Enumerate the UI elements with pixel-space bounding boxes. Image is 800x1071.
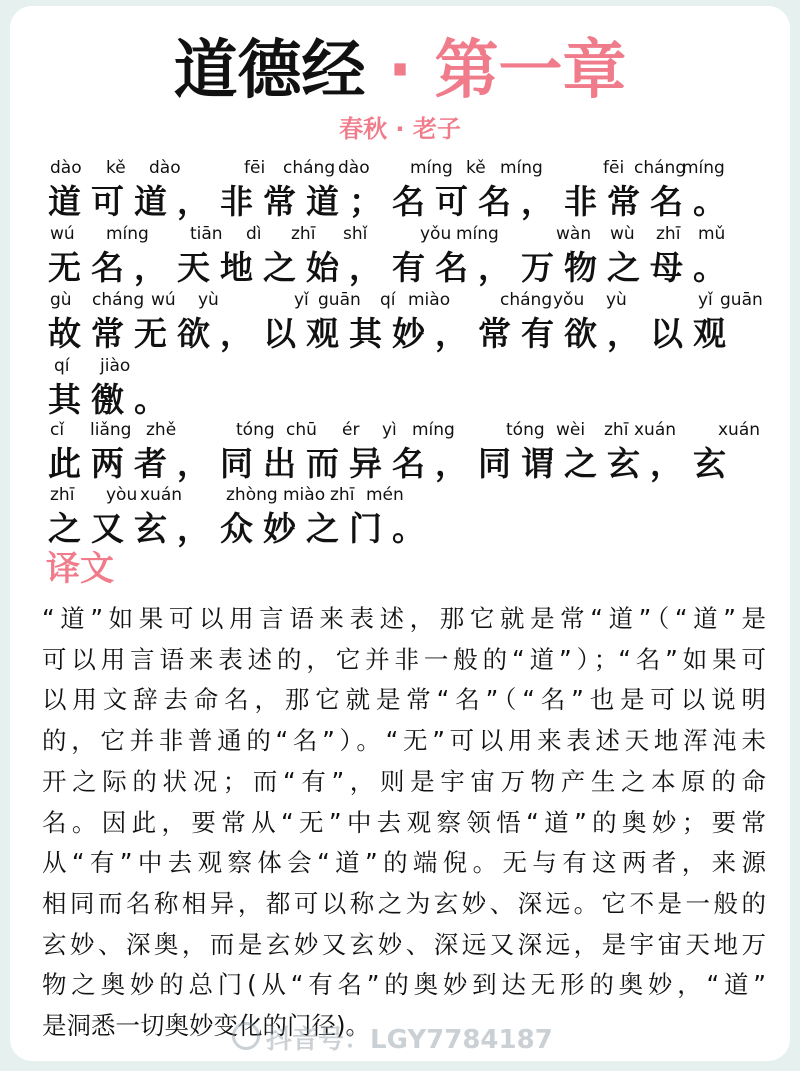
pinyin-syllable: liǎng <box>90 420 132 440</box>
pinyin-syllable: tiān <box>190 224 223 244</box>
pinyin-row <box>48 356 778 380</box>
pinyin-syllable: yì <box>382 420 397 440</box>
pinyin-row <box>48 158 778 182</box>
translation-line: 开之际的状况；而“有”，则是宇宙万物产生之本原的命 <box>42 766 766 796</box>
pinyin-syllable: ér <box>342 420 360 440</box>
verse-text: 道可道，非常道；名可名，非常名。 <box>48 182 736 221</box>
verse-text: 故常无欲，以观其妙，常有欲，以观 <box>48 314 736 353</box>
pinyin-syllable: zhě <box>146 420 177 440</box>
pinyin-syllable: dào <box>50 158 82 178</box>
pinyin-syllable: dào <box>149 158 181 178</box>
douyin-logo-icon <box>232 1022 260 1050</box>
author-line: 春秋 · 老子 <box>339 115 461 143</box>
translation-line: 相同而名称相异，都可以称之为玄妙、深远。它不是一般的 <box>42 888 766 918</box>
pinyin-syllable: wèi <box>556 420 586 440</box>
pinyin-syllable: miào <box>283 485 326 505</box>
pinyin-syllable: zhī <box>604 420 629 440</box>
pinyin-syllable: xuán <box>634 420 677 440</box>
pinyin-syllable: wàn <box>556 224 592 244</box>
pinyin-syllable: cǐ <box>50 420 65 440</box>
verse-line-3 <box>48 290 778 354</box>
verse-line-2 <box>48 224 778 288</box>
verse-line-1 <box>48 158 778 222</box>
pinyin-syllable: chū <box>286 420 317 440</box>
pinyin-syllable: cháng <box>634 158 687 178</box>
pinyin-row <box>48 224 778 248</box>
pinyin-syllable: fēi <box>244 158 266 178</box>
pinyin-syllable: jiào <box>100 356 131 376</box>
title-separator: · <box>365 34 435 108</box>
translation-line: 的，它并非普通的“名”）。“无”可以用来表述天地浑沌未 <box>42 726 766 756</box>
pinyin-syllable: mǔ <box>698 224 726 244</box>
pinyin-syllable: zhī <box>50 485 75 505</box>
pinyin-syllable: yǒu <box>553 290 585 310</box>
pinyin-row <box>48 290 778 314</box>
pinyin-syllable: qí <box>54 356 70 376</box>
pinyin-syllable: wù <box>610 224 635 244</box>
pinyin-syllable: zhòng <box>226 485 278 505</box>
pinyin-syllable: zhī <box>291 224 316 244</box>
pinyin-syllable: dào <box>338 158 370 178</box>
title-book: 道德经 <box>173 34 366 108</box>
pinyin-syllable: tóng <box>506 420 545 440</box>
pinyin-syllable: yǐ <box>294 290 309 310</box>
pinyin-syllable: míng <box>682 158 725 178</box>
pinyin-row <box>48 420 778 444</box>
pinyin-syllable: dì <box>246 224 262 244</box>
pinyin-syllable: guān <box>318 290 361 310</box>
verse-text: 之又玄，众妙之门。 <box>48 509 435 548</box>
pinyin-syllable: cháng <box>283 158 336 178</box>
verse-text: 此两者，同出而异名，同谓之玄，玄 <box>48 444 736 483</box>
pinyin-syllable: yù <box>606 290 627 310</box>
translation-line: “道”如果可以用言语来表述，那它就是常“道”（“道”是 <box>42 604 766 633</box>
pinyin-syllable: cháng <box>92 290 145 310</box>
pinyin-syllable: míng <box>412 420 455 440</box>
pinyin-syllable: mén <box>366 485 404 505</box>
pinyin-syllable: kě <box>106 158 126 178</box>
verse-text: 其徼。 <box>48 380 177 419</box>
pinyin-syllable: míng <box>500 158 543 178</box>
pinyin-syllable: yǐ <box>698 290 713 310</box>
verse-line-4 <box>48 356 778 420</box>
pinyin-syllable: qí <box>380 290 396 310</box>
pinyin-syllable: tóng <box>236 420 275 440</box>
pinyin-syllable: míng <box>456 224 499 244</box>
watermark-text: 抖音号：LGY7784187 <box>266 1025 553 1055</box>
title-chapter: 第一章 <box>434 34 627 108</box>
pinyin-syllable: wú <box>151 290 176 310</box>
pinyin-syllable: gù <box>50 290 72 310</box>
pinyin-syllable: xuán <box>718 420 761 440</box>
translation-line: 以用文辞去命名，那它就是常“名”（“名”也是可以说明 <box>42 685 766 715</box>
pinyin-syllable: yòu <box>106 485 138 505</box>
document-page <box>10 6 790 1061</box>
pinyin-syllable: miào <box>408 290 451 310</box>
translation-line: 物之奥妙的总门(从“有名”的奥妙到达无形的奥妙，“道” <box>42 970 766 1000</box>
pinyin-syllable: zhī <box>330 485 355 505</box>
pinyin-syllable: guān <box>720 290 763 310</box>
watermark <box>232 1019 553 1056</box>
translation-body <box>42 599 766 1047</box>
pinyin-syllable: míng <box>410 158 453 178</box>
translation-line: 可以用言语来表述的，它并非一般的“道”）；“名”如果可 <box>42 644 766 674</box>
translation-line: 从“有”中去观察体会“道”的端倪。无与有这两者，来源 <box>42 848 766 878</box>
pinyin-syllable: xuán <box>140 485 183 505</box>
pinyin-syllable: míng <box>106 224 149 244</box>
pinyin-syllable: cháng <box>500 290 553 310</box>
translation-line: 玄妙、深奥，而是玄妙又玄妙、深远又深远，是宇宙天地万 <box>42 929 766 959</box>
translation-line: 是洞悉一切奥妙变化的门径)。 <box>42 1011 371 1041</box>
translation-heading: 译文 <box>46 549 114 589</box>
pinyin-syllable: kě <box>466 158 486 178</box>
translation-line: 名。因此，要常从“无”中去观察领悟“道”的奥妙；要常 <box>42 807 766 837</box>
pinyin-row <box>48 485 778 509</box>
pinyin-syllable: wú <box>50 224 75 244</box>
pinyin-syllable: yǒu <box>420 224 452 244</box>
pinyin-syllable: shǐ <box>343 224 368 244</box>
verse-line-5 <box>48 420 778 484</box>
pinyin-syllable: fēi <box>603 158 625 178</box>
verse-text: 无名，天地之始，有名，万物之母。 <box>48 248 736 287</box>
page-title <box>10 26 790 116</box>
verse-line-6 <box>48 485 778 549</box>
pinyin-syllable: zhī <box>656 224 681 244</box>
pinyin-syllable: yù <box>198 290 219 310</box>
